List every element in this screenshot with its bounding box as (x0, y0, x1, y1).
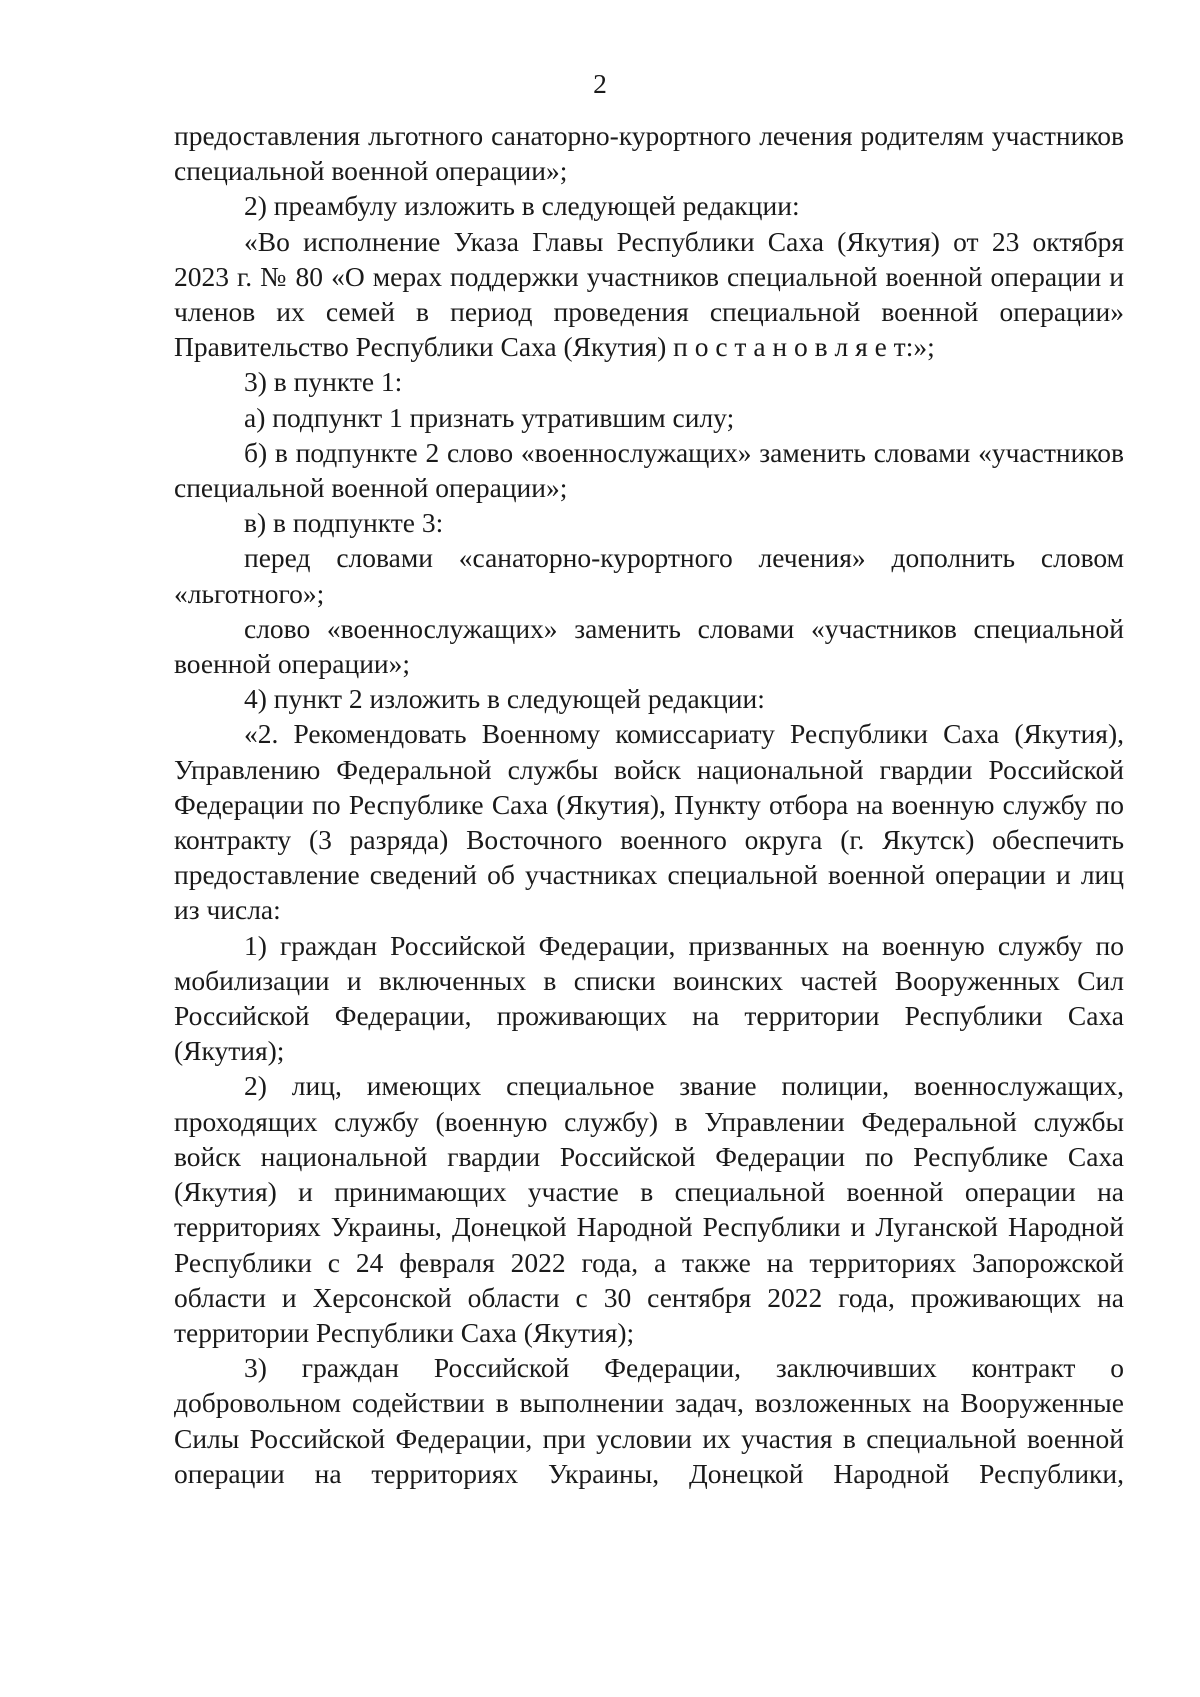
paragraph-subitem-b: б) в подпункте 2 слово «военнослужащих» заменить словами «участников специальной военной операции»; (174, 436, 1124, 504)
paragraph-list-item-1: 1) граждан Российской Федерации, призванных на военную службу по мобилизации и включенных в списки воинских частей Вооруженных Сил Российской Федерации, проживающих на территории Республики Саха (Якутия); (174, 929, 1124, 1067)
paragraph-list-item-2: 2) лиц, имеющих специальное звание полиции, военнослужащих, проходящих службу (военную службу) в Управлении Федеральной службы войск национальной гвардии Российской Федерации по Республике Саха (Якутия) и принимающих участие в специальной военной операции на территориях Украины, Донецкой Народной Республики и Луганской Народной Республики с 24 февраля 2022 года, а также на территориях Запорожской области и Херсонской области с 30 сентября 2022 года, проживающих на территории Республики Саха (Якутия); (174, 1070, 1124, 1348)
paragraph-preamble-text: «Во исполнение Указа Главы Республики Саха (Якутия) от 23 октября 2023 г. № 80 «О мерах поддержки участников специальной военной операции и членов их семей в период проведения специальной военной операции» Правительство Республики Саха (Якутия) п о с т а н о в л я е т:»; (174, 225, 1124, 363)
document-body (174, 118, 1124, 1491)
paragraph-subitem-v: в) в подпункте 3: (244, 507, 444, 539)
paragraph-continuation: предоставления льготного санаторно-курортного лечения родителям участников специальной военной операции»; (174, 120, 1124, 187)
paragraph-point-2-text: «2. Рекомендовать Военному комиссариату Республики Саха (Якутия), Управлению Федеральной службы войск национальной гвардии Российской Федерации по Республике Саха (Якутия), Пункту отбора на военную службу по контракту (3 разряда) Восточного военного округа (г. Якутск) обеспечить предоставление сведений об участниках специальной военной операции и лиц из числа: (174, 718, 1124, 926)
paragraph-item-point-2: 4) пункт 2 изложить в следующей редакции: (244, 683, 765, 715)
paragraph-item-point-1: 3) в пункте 1: (244, 366, 403, 398)
paragraph-item-preamble: 2) преамбулу изложить в следующей редакции: (244, 190, 800, 222)
paragraph-insert-word: перед словами «санаторно-курортного лечения» дополнить словом «льготного»; (174, 542, 1124, 609)
page-number: 2 (593, 68, 607, 99)
paragraph-list-item-3: 3) граждан Российской Федерации, заключивших контракт о добровольном содействии в выполнении задач, возложенных на Вооруженные Силы Российской Федерации, при условии их участия в специальной военной операции на территориях Украины, Донецкой Народной Республики, (174, 1352, 1124, 1489)
paragraph-replace-word: слово «военнослужащих» заменить словами «участников специальной военной операции»; (174, 612, 1124, 680)
paragraph-subitem-a: а) подпункт 1 признать утратившим силу; (244, 401, 735, 433)
